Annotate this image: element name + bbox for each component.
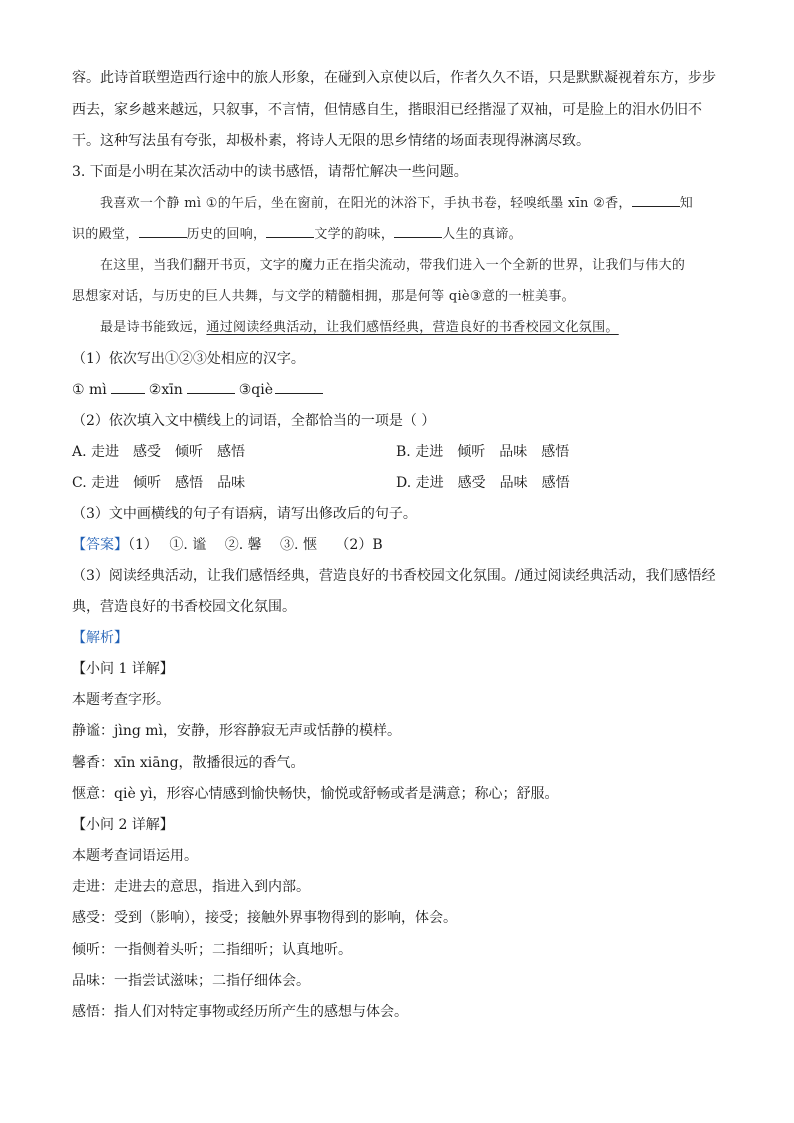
blank-label: ③qiè [238, 382, 273, 398]
sub-question-2: （2）依次填入文中横线上的词语，全都恰当的一项是（ ） [72, 413, 436, 429]
passage-line-2 [72, 225, 522, 245]
blank-label: ②xīn [148, 382, 183, 398]
analysis-label: 【解析】 [72, 630, 128, 646]
sub-question-1-blanks [72, 380, 323, 400]
q2-intro: 本题考查词语运用。 [72, 848, 198, 864]
q1-intro: 本题考查字形。 [72, 692, 170, 708]
answer-line-2: （3）阅读经典活动，让我们感悟经典，营造良好的书香校园文化氛围。/通过阅读经典活动，我们感悟经 [72, 568, 716, 584]
sub-question-3: （3）文中画横线的句子有语病，请写出修改后的句子。 [72, 506, 417, 522]
blank-label: ① mì [72, 382, 107, 398]
intro-line-2: 西去，家乡越来越远，只叙事，不言情，但情感自生，揩眼泪已经揩湿了双袖，可是脸上的泪水仍旧不 [72, 102, 702, 118]
answer-label: 【答案】 [72, 537, 128, 553]
underlined-sentence: 通过阅读经典活动，让我们感悟经典，营造良好的书香校园文化氛围。 [206, 320, 619, 335]
passage-blank [394, 225, 442, 238]
q1-line-3: 惬意：qiè yì，形容心情感到愉快畅快，愉悦或舒畅或者是满意；称心；舒服。 [72, 786, 559, 802]
option-b: B. 走进 倾听 品味 感悟 [396, 444, 570, 460]
passage-line-3: 在这里，当我们翻开书页，文字的魔力正在指尖流动，带我们进入一个全新的世界，让我们与伟大的 [100, 258, 686, 273]
q1-heading: 【小问 1 详解】 [72, 661, 174, 677]
q2-heading: 【小问 2 详解】 [72, 817, 174, 833]
passage-text: 文学的韵味， [314, 227, 395, 242]
passage-blank [266, 225, 314, 238]
answer-part-1: （1） ①. 谧 ②. 馨 ③. 惬 （2）B [128, 537, 383, 553]
q2-line-5: 感悟：指人们对特定事物或经历所产生的感想与体会。 [72, 1004, 408, 1020]
q1-line-1: 静谧：jìng mì，安静，形容静寂无声或恬静的模样。 [72, 723, 401, 739]
sub-question-1: （1）依次写出①②③处相应的汉字。 [72, 351, 305, 367]
intro-line-3: 干。这种写法虽有夸张，却极朴素，将诗人无限的思乡情绪的场面表现得淋漓尽致。 [72, 133, 590, 149]
q2-line-4: 品味：一指尝试滋味；二指仔细体会。 [72, 973, 310, 989]
passage-text: 最是诗书能致远， [100, 320, 207, 335]
q2-line-2: 感受：受到（影响），接受；接触外界事物得到的影响，体会。 [72, 910, 457, 926]
answer-blank [275, 381, 323, 394]
answer-line-1 [72, 535, 383, 555]
passage-text: 人生的真谛。 [442, 227, 522, 242]
passage-text: 知 [679, 196, 693, 211]
answer-line-3: 典，营造良好的书香校园文化氛围。 [72, 599, 296, 615]
passage-text: 我喜欢一个静 mì ①的午后，坐在窗前，在阳光的沐浴下，手执书卷，轻嗅纸墨 xīn ②香， [100, 196, 632, 211]
passage-line-5 [100, 318, 619, 338]
intro-line-1: 容。此诗首联塑造西行途中的旅人形象，在碰到入京使以后，作者久久不语，只是默默凝视着东方，步步 [72, 70, 716, 86]
answer-blank [187, 381, 235, 394]
passage-line-1 [100, 194, 693, 214]
question-title: 3. 下面是小明在某次活动中的读书感悟，请帮忙解决一些问题。 [72, 164, 468, 180]
option-c: C. 走进 倾听 感悟 品味 [72, 475, 246, 491]
passage-line-4: 思想家对话，与历史的巨人共舞，与文学的精髓相拥，那是何等 qiè③意的一桩美事。 [72, 289, 575, 304]
q1-line-2: 馨香：xīn xiāng，散播很远的香气。 [72, 755, 305, 771]
option-d: D. 走进 感受 品味 感悟 [396, 475, 570, 491]
passage-text: 历史的回响， [186, 227, 267, 242]
passage-blank [632, 194, 680, 207]
q2-line-3: 倾听：一指侧着头听；二指细听；认真地听。 [72, 942, 352, 958]
q2-line-1: 走进：走进去的意思，指进入到内部。 [72, 879, 310, 895]
passage-text: 识的殿堂， [72, 227, 139, 242]
option-a: A. 走进 感受 倾听 感悟 [72, 444, 246, 460]
passage-blank [139, 225, 187, 238]
answer-blank [111, 381, 145, 394]
